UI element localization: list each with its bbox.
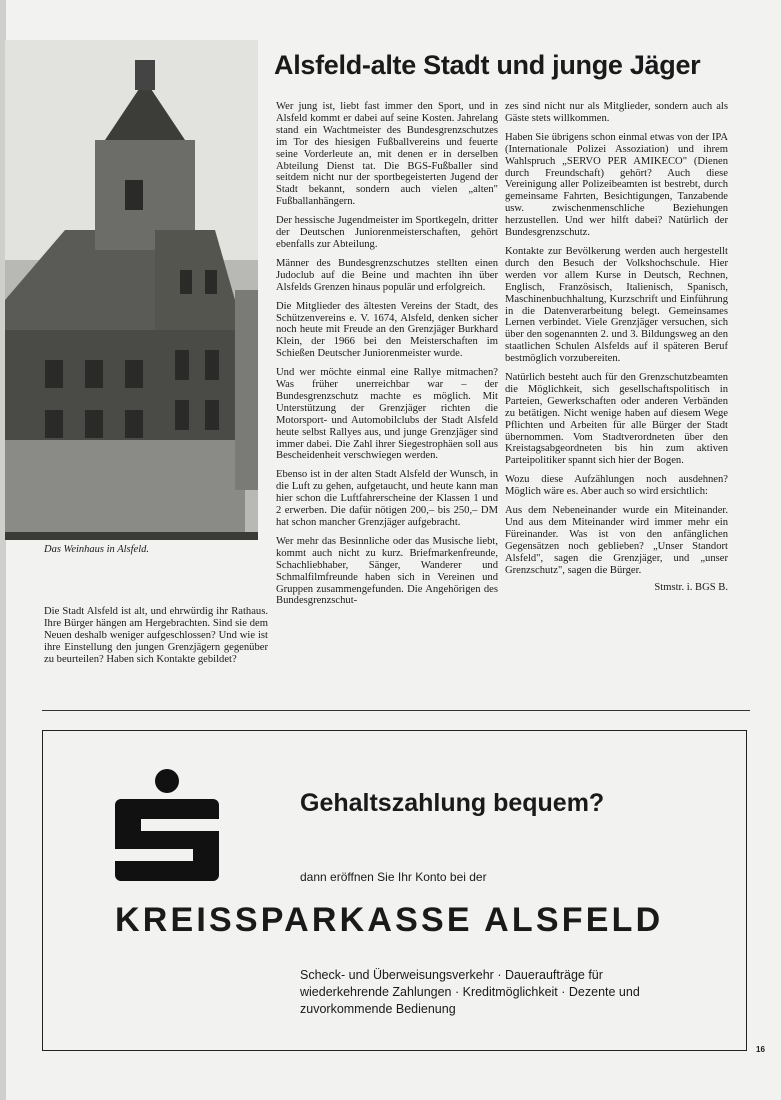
- bank-name: KREISSPARKASSE ALSFELD: [115, 901, 664, 939]
- article-column-1: [276, 101, 498, 614]
- author-signature: Stmstr. i. BGS B.: [654, 581, 728, 593]
- intro-text: Die Stadt Alsfeld ist alt, und ehrwürdig ihr Rathaus. Ihre Bürger hängen am Hergebrachten. Sind sie dem Neuen deshalb weniger aufgeschlossen? Und wie ist ihre Einstellung den jungen Grenzjägern gegenüber zu beurteilen? Haben sich Kontakte gebildet?: [44, 606, 268, 665]
- photo-caption: Das Weinhaus in Alsfeld.: [44, 544, 150, 555]
- sparkasse-s-logo-icon: [115, 769, 219, 881]
- intro-paragraph: [44, 606, 268, 673]
- ad-subline: dann eröffnen Sie Ihr Konto bei der: [300, 870, 487, 884]
- ad-headline: Gehaltszahlung bequem?: [300, 789, 605, 817]
- page-number: 16: [756, 1045, 765, 1054]
- paragraph: Natürlich besteht auch für den Grenzschutzbeamten die Möglichkeit, sich gesellschaftspolitisch in Parteien, Gewerkschaften oder anderen Verbänden zu betätigen. Nicht wenige haben auf diesem Wege Pflichten und Arbeiten für alle Bürger der Stadt übernommen. Vom Stadtverordneten über den Kreistagsabgeordneten bis hin zum aktiven Parteipolitiker spannt sich hier der Bogen.: [505, 372, 728, 467]
- paragraph: Die Mitglieder des ältesten Vereins der Stadt, des Schützenvereins e. V. 1674, Alsfeld, denken sicher noch heute mit Freude an den Grenzjäger Burkhard Klein, der 1966 bei den Meisterschaften im Schießen Deutscher Juniorenmeister wurde.: [276, 300, 498, 360]
- paragraph: Und wer möchte einmal eine Rallye mitmachen? Was früher unerreichbar war – der Bundesgrenzschutz machte es möglich. Mit Unterstützung der Grenzjäger richten die Motorsport- und Automobilclubs der Stadt Alsfeld heute selbst Rallyes aus, und junge Grenzjäger sind immer dabei. Die Zahl ihrer Siegestrophäen soll aus Bescheidenheit verschwiegen werden.: [276, 367, 498, 462]
- article-column-2: [505, 101, 728, 600]
- bank-advertisement: [42, 730, 747, 1051]
- paragraph: Ebenso ist in der alten Stadt Alsfeld der Wunsch, in die Luft zu gehen, aufgetaucht, und heute kann man hier schon die Luftfahrerscheine der Klassen 1 und 2 erwerben. Die dafür nötigen 200,– bis 250,– DM hat schon mancher Grenzjäger aufgebracht.: [276, 469, 498, 528]
- paragraph: Aus dem Nebeneinander wurde ein Miteinander. Und aus dem Miteinander wird immer mehr ein Füreinander. Was ist von den anfänglichen Gegensätzen noch geblieben? „Unser Standort Alsfeld", sagen die Grenzjäger, und „unser Grenzschutz", sagen die Bürger.: [505, 505, 728, 576]
- ad-services: Scheck- und Überweisungsverkehr · Daueraufträge für wiederkehrende Zahlungen · Kreditmöglichkeit · Dezente und zuvorkommende Bedienung: [300, 968, 640, 1016]
- paragraph: Männer des Bundesgrenzschutzes stellten einen Judoclub auf die Beine und machten ihn über Alsfelds Grenzen hinaus populär und erfolgreich.: [276, 257, 498, 293]
- divider: [42, 710, 750, 711]
- weinhaus-photo: [5, 40, 258, 540]
- paragraph: Wer jung ist, liebt fast immer den Sport, und in Alsfeld kommt er dabei auf seine Kosten. Jahrelang stand ein Wachtmeister des Bundesgrenzschutzes im Tor des hiesigen Fußballvereins und feuerte seine Vorderleute an, mit denen er in derselben Abteilung Dienst tat. Die BGS-Fußballer sind seitdem nicht nur der sportbegeisterten Jugend der Stadt bekannt, sondern auch vielen „alten" Fußballanhängern.: [276, 101, 498, 208]
- paragraph: zes sind nicht nur als Mitglieder, sondern auch als Gäste stets willkommen.: [505, 101, 728, 124]
- paragraph: Kontakte zur Bevölkerung werden auch hergestellt durch den Besuch der Volkshochschule. Hier werden vor allem Kurse in Deutsch, Rechnen, Englisch, Französisch, Italienisch, Spanisch, Maschinenbuchhaltung, Kurzschrift und Einführung in die Datenverarbeitung belegt. Gemeinsames Lernen verbindet. Viele Grenzjäger versuchen, sich über den sogenannten 2. und 3. Bildungsweg an den staatlichen Schulen Alsfelds auf il späteren Beruf bestmöglich vorzubereiten.: [505, 245, 728, 365]
- paragraph: Wozu diese Aufzählungen noch ausdehnen? Möglich wäre es. Aber auch so wird ersichtlich:: [505, 474, 728, 498]
- article-title: Alsfeld-alte Stadt und junge Jäger: [274, 50, 701, 80]
- paragraph: Haben Sie übrigens schon einmal etwas von der IPA (Internationale Polizei Assoziation) und ihrem Wahlspruch „SERVO PER AMIKECO" (Dienen durch Freundschaft) gehört? Auch diese Vereinigung aller Polizeibeamten ist bestrebt, durch gemeinsame Fahrten, Besichtigungen, Tanzabende usw. zwischenmenschliche Beziehungen herzustellen. Und wer hilft dabei? Natürlich der Bundesgrenzschutz.: [505, 131, 728, 239]
- paragraph: Wer mehr das Besinnliche oder das Musische liebt, kommt auch nicht zu kurz. Briefmarkenfreunde, Schachliebhaber, Sänger, Wanderer und Schmalfilmfreunde haben sich in Vereinen und Gruppen zusammengefunden. Die Angehörigen des Bundesgrenzschut-: [276, 535, 498, 607]
- paragraph: Der hessische Jugendmeister im Sportkegeln, dritter der Deutschen Juniorenmeisterschaften, gehört ebenfalls zur Abteilung.: [276, 215, 498, 250]
